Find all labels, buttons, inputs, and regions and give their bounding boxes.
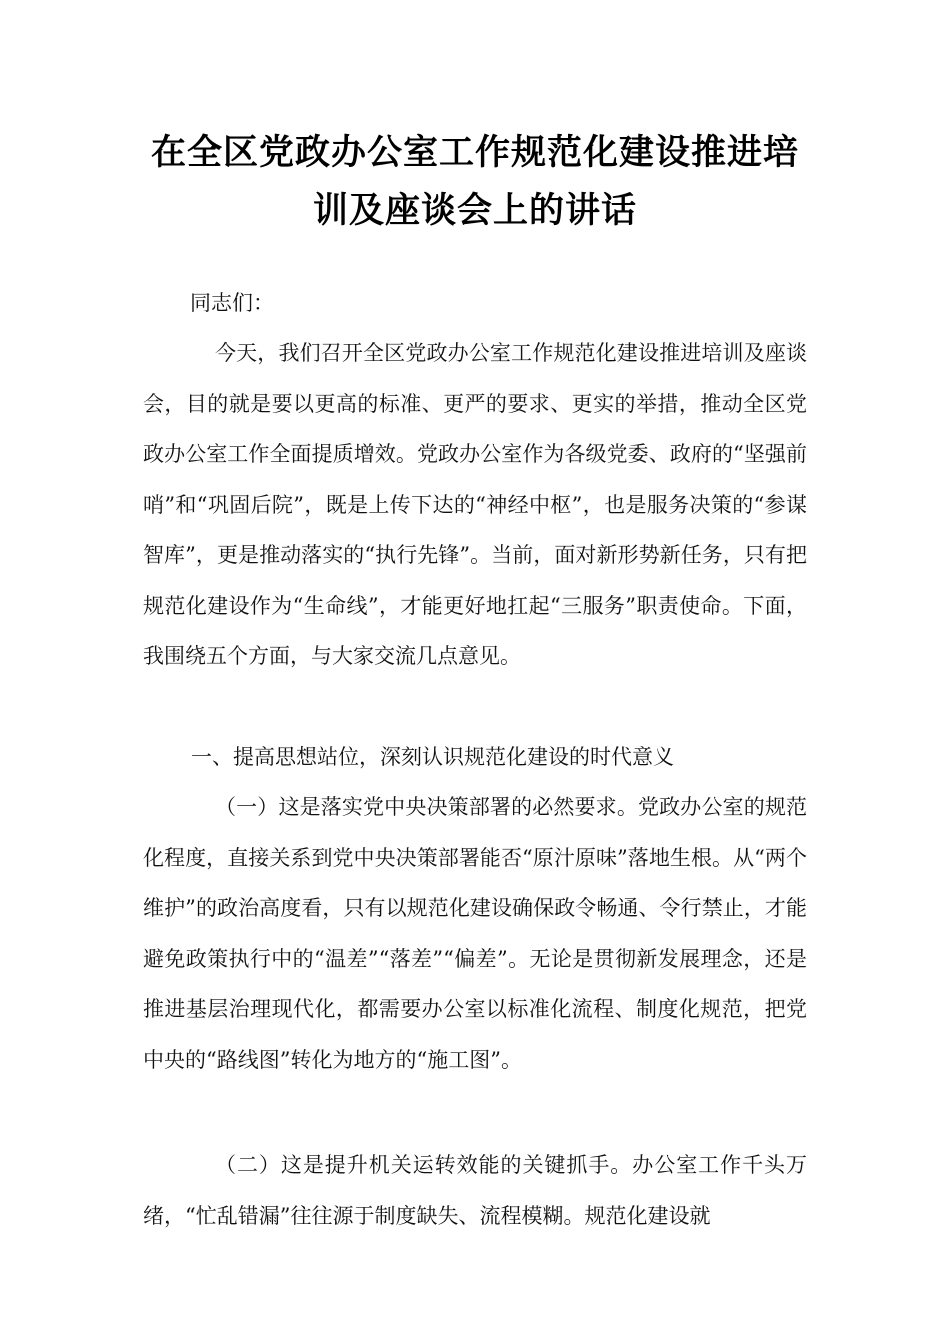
section-2-paragraph: （二）这是提升机关运转效能的关键抓手。办公室工作千头万绪，“忙乱错漏”往往源于制度缺失、流程模糊。规范化建设就 <box>143 1153 807 1228</box>
document-title-line-2: 训及座谈会上的讲话 <box>312 191 637 231</box>
section-heading-1: 一、提高思想站位，深刻认识规范化建设的时代意义 <box>191 745 674 769</box>
document-title-line-1: 在全区党政办公室工作规范化建设推进培 <box>150 133 799 173</box>
greeting: 同志们： <box>190 291 274 315</box>
intro-paragraph: 今天，我们召开全区党政办公室工作规范化建设推进培训及座谈会，目的就是要以更高的标准、更严的要求、更实的举措，推动全区党政办公室工作全面提质增效。党政办公室作为各级党委、政府的“坚强前哨”和“巩固后院”，既是上传下达的“神经中枢”，也是服务决策的“参谋智库”，更是推动落实的“执行先锋”。当前，面对新形势新任务，只有把规范化建设作为“生命线”，才能更好地扛起“三服务”职责使命。下面，我围绕五个方面，与大家交流几点意见。 <box>143 341 807 668</box>
section-1-paragraph: （一）这是落实党中央决策部署的必然要求。党政办公室的规范化程度，直接关系到党中央决策部署能否“原汁原味”落地生根。从“两个维护”的政治高度看，只有以规范化建设确保政令畅通、令行禁止，才能避免政策执行中的“温差”“落差”“偏差”。无论是贯彻新发展理念，还是推进基层治理现代化，都需要办公室以标准化流程、制度化规范，把党中央的“路线图”转化为地方的“施工图”。 <box>143 795 807 1072</box>
